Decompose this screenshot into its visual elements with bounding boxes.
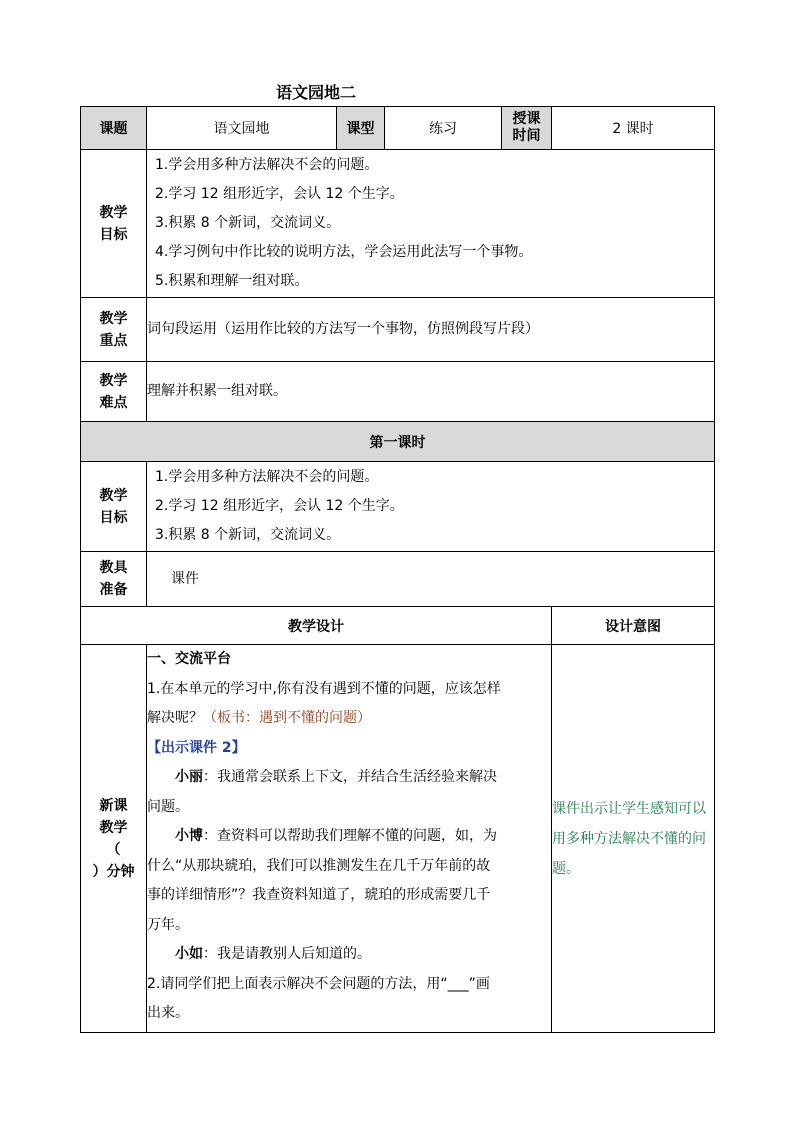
design-intent: 课件出示让学生感知可以用多种方法解决不懂的问题。 — [552, 645, 715, 1033]
first-lesson-goal-item: 1.学会用多种方法解决不会的问题。 — [155, 469, 379, 485]
type-value: 练习 — [385, 107, 502, 150]
speaker-name: 小如 — [175, 946, 203, 962]
stage-label-line4: ）分钟 — [92, 863, 135, 880]
key-points-row — [81, 298, 715, 362]
tools-label-line1: 教具 — [99, 560, 128, 576]
header-row — [81, 107, 715, 150]
type-label: 课型 — [337, 107, 385, 150]
document-title: 语文园地二 — [276, 83, 357, 102]
difficulties-label-line2: 难点 — [99, 394, 128, 411]
topic-value: 语文园地 — [147, 107, 337, 150]
goals-label — [81, 150, 147, 298]
topic-label: 课题 — [81, 107, 147, 150]
goal-item: 1.学会用多种方法解决不会的问题。 — [155, 157, 379, 173]
speaker-name: 小丽 — [175, 769, 203, 785]
courseware-marker: 【出示课件 2】 — [147, 739, 246, 756]
xiaoru-line — [147, 940, 551, 970]
first-lesson-goal-item: 3.积累 8 个新词，交流词义。 — [155, 527, 341, 543]
xiaobo-text: ：查资料可以帮助我们理解不懂的问题，如，为 — [203, 828, 497, 844]
xiaobo-line1 — [147, 822, 551, 852]
goal-item: 2.学习 12 组形近字，会认 12 个生字。 — [155, 186, 404, 202]
first-lesson-goals-content — [147, 462, 715, 552]
tools-row — [81, 552, 715, 607]
xiaobo-line4: 万年。 — [147, 916, 189, 933]
question-1-line1: 1.在本单元的学习中,你有没有遇到不懂的问题，应该怎样 — [147, 680, 501, 697]
key-points-label-line2: 重点 — [99, 332, 128, 349]
key-points-label-line1: 教学 — [99, 310, 128, 327]
difficulties-row — [81, 362, 715, 422]
key-points-text: 词句段运用（运用作比较的方法写一个事物，仿照例段写片段） — [147, 298, 715, 362]
design-content — [147, 645, 552, 1033]
xiaobo-line2: 什么“从那块琥珀，我们可以推测发生在几千万年前的故 — [147, 857, 491, 874]
tools-label-line2: 准备 — [99, 582, 128, 598]
hours-label — [502, 107, 552, 150]
key-points-label — [81, 298, 147, 362]
stage-label-line3: （ — [106, 841, 121, 858]
stage-label-line1: 新课 — [99, 797, 128, 814]
xiaoli-text: ：我通常会联系上下文，并结合生活经验来解决 — [203, 769, 497, 785]
board-note: （板书：遇到不懂的问题） — [203, 710, 371, 726]
tools-label — [81, 552, 147, 607]
goals-content — [147, 150, 715, 298]
goals-label-line1: 教学 — [99, 204, 128, 221]
design-content-row — [81, 645, 715, 1033]
question-2-line2: 出来。 — [147, 1005, 189, 1021]
first-lesson-goals-label — [81, 462, 147, 552]
first-lesson-heading: 第一课时 — [81, 422, 715, 462]
xiaoli-line1 — [147, 763, 551, 793]
question-2-line1: 2.请同学们把上面表示解决不会问题的方法，用“___”画 — [147, 975, 490, 992]
goals-row — [81, 150, 715, 298]
difficulties-label — [81, 362, 147, 422]
section-title: 一、交流平台 — [147, 651, 231, 667]
difficulties-text: 理解并积累一组对联。 — [147, 362, 715, 422]
first-lesson-goals-row — [81, 462, 715, 552]
first-lesson-goal-item: 2.学习 12 组形近字，会认 12 个生字。 — [155, 498, 404, 514]
goal-item: 3.积累 8 个新词，交流词义。 — [155, 215, 341, 231]
goal-item: 4.学习例句中作比较的说明方法，学会运用此法写一个事物。 — [155, 244, 533, 260]
question-1-line2 — [147, 704, 551, 734]
first-lesson-heading-row — [81, 422, 715, 462]
xiaoli-line2: 问题。 — [147, 798, 189, 815]
design-column-header: 教学设计 — [81, 607, 552, 645]
tools-value: 课件 — [147, 552, 715, 607]
stage-label-line2: 教学 — [99, 819, 128, 836]
xiaoru-text: ：我是请教别人后知道的。 — [203, 946, 371, 962]
goal-item: 5.积累和理解一组对联。 — [155, 273, 309, 289]
hours-value: 2 课时 — [552, 107, 715, 150]
first-lesson-goals-label-line2: 目标 — [99, 509, 128, 526]
xiaobo-line3: 事的详细情形”？我查资料知道了，琥珀的形成需要几千 — [147, 887, 491, 903]
question-1-text: 解决呢？ — [147, 710, 203, 726]
goals-label-line2: 目标 — [99, 226, 128, 243]
difficulties-label-line1: 教学 — [99, 372, 128, 389]
speaker-name: 小博 — [175, 828, 203, 844]
lesson-plan-table — [80, 106, 715, 1033]
hours-label-line2: 时间 — [512, 128, 541, 144]
design-header-row — [81, 607, 715, 645]
stage-label — [81, 645, 147, 1033]
intent-column-header: 设计意图 — [552, 607, 715, 645]
hours-label-line1: 授课 — [512, 111, 541, 127]
first-lesson-goals-label-line1: 教学 — [99, 487, 128, 504]
